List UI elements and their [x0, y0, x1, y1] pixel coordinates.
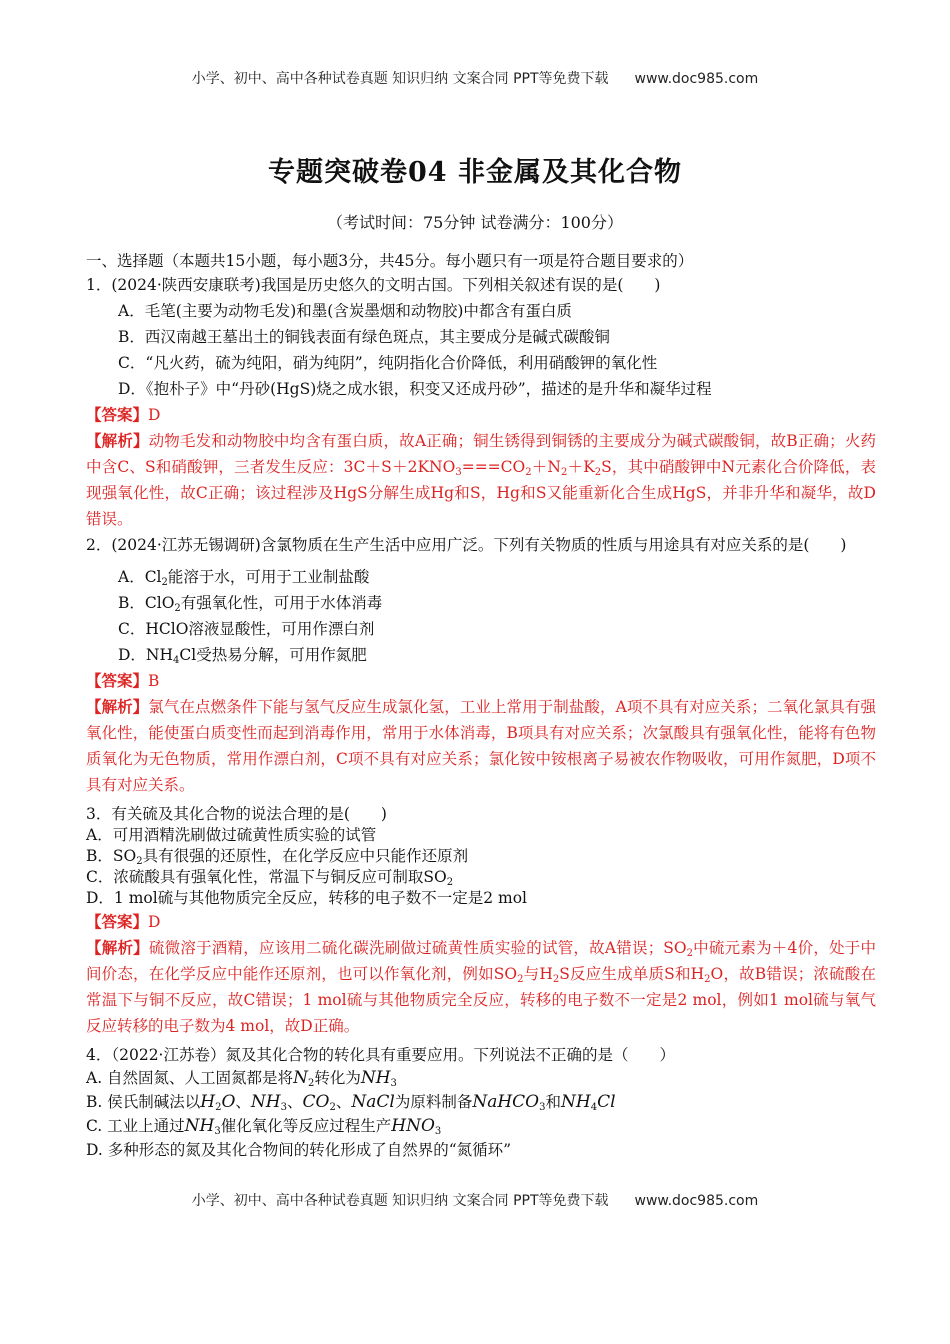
subscript: 3	[434, 1126, 442, 1137]
explanation-text: 动物毛发和动物胶中均含有蛋白质，故A正确；铜生锈得到铜锈的主要成分为碱式碳酸铜，故B正确；火药中含C、S和硝酸钾，三者发生反应：3C＋S＋2KNO	[86, 432, 876, 476]
subscript: 2	[161, 577, 168, 588]
option-text: B．ClO	[118, 594, 175, 612]
explanation-label: 【解析】	[86, 431, 149, 450]
explanation-label: 【解析】	[86, 938, 149, 957]
header-url[interactable]: www.doc985.com	[634, 71, 759, 87]
question-stem: 3．有关硫及其化合物的说法合理的是( )	[86, 805, 387, 823]
option-b	[86, 846, 876, 867]
option-c	[86, 867, 876, 888]
explanation	[86, 428, 876, 532]
subscript: 2	[517, 974, 524, 985]
question-2	[86, 532, 876, 798]
option-text: B．SO	[86, 847, 137, 865]
subscript: 2	[552, 974, 560, 985]
formula: NH	[184, 1116, 215, 1136]
option-text: 具有很强的还原性，在化学反应中只能作还原剂	[142, 847, 469, 865]
formula: NH	[250, 1092, 281, 1112]
subscript: 3	[539, 1102, 546, 1113]
option-d: D. 多种形态的氮及其化合物间的转化形成了自然界的“氮循环”	[86, 1141, 512, 1159]
formula: Cl	[597, 1092, 616, 1112]
footer-text: 小学、初中、高中各种试卷真题 知识归纳 文案合同 PPT等免费下载	[191, 1193, 609, 1209]
answer-value: B	[148, 672, 160, 690]
page-title: 专题突破卷04 非金属及其化合物	[268, 157, 682, 188]
option-text: C．浓硫酸具有强氧化性，常温下与铜反应可制取SO	[86, 868, 447, 886]
explanation	[86, 694, 876, 798]
option-c	[86, 1114, 876, 1138]
formula: N	[293, 1068, 308, 1088]
explanation-text: 中硫元素为＋4价，处于中间价态，在化学反应中能作还原剂，也可以作氧化剂，例如SO	[86, 939, 876, 983]
subscript: 4	[173, 655, 180, 666]
option-d: D．《抱朴子》中“丹砂(HgS)烧之成水银，积变又还成丹砂”，描述的是升华和凝华过程	[118, 380, 712, 398]
option-b	[86, 590, 876, 616]
formula: H	[200, 1092, 216, 1112]
answer-label: 【答案】	[86, 671, 149, 690]
answer-label: 【答案】	[86, 912, 149, 931]
option-b	[86, 1090, 876, 1114]
explanation-text: ＋N	[531, 458, 561, 476]
option-text: Cl受热易分解，可用作氮肥	[179, 646, 367, 664]
option-a	[86, 564, 876, 590]
question-stem: 2．(2024·江苏无锡调研)含氯物质在生产生活中应用广泛。下列有关物质的性质与用途具有对应关系的是( )	[86, 536, 847, 554]
formula: NaHCO	[472, 1092, 540, 1112]
option-text: 转化为	[314, 1069, 361, 1087]
answer	[86, 909, 876, 935]
option-a: A．可用酒精洗刷做过硫黄性质实验的试管	[86, 826, 377, 844]
formula: NH	[561, 1092, 591, 1112]
option-a	[86, 1066, 876, 1090]
question-1	[86, 272, 876, 532]
question-3-answer	[86, 909, 876, 1039]
exam-info: （考试时间：75分钟 试卷满分：100分）	[327, 213, 623, 232]
subscript: 2	[594, 467, 602, 478]
explanation-label: 【解析】	[86, 697, 149, 716]
option-text: 催化氧化等反应过程生产	[220, 1117, 392, 1135]
subscript: 2	[446, 877, 454, 888]
option-text: A. 自然固氮、人工固氮都是将	[86, 1069, 294, 1087]
option-text: 为原料制备	[394, 1093, 473, 1111]
answer	[86, 668, 876, 694]
footer-url[interactable]: www.doc985.com	[634, 1193, 759, 1209]
question-stem: 4．（2022·江苏卷）氮及其化合物的转化具有重要应用。下列说法不正确的是（ ）	[86, 1046, 675, 1064]
option-b: B．西汉南越王墓出土的铜钱表面有绿色斑点，其主要成分是碱式碳酸铜	[118, 328, 610, 346]
subscript: 3	[280, 1102, 287, 1113]
answer-value: D	[148, 913, 161, 931]
section-heading: 一、选择题（本题共15小题，每小题3分，共45分。每小题只有一项是符合题目要求的）	[86, 252, 694, 270]
explanation-text: S，其中硝酸钾中N元素化合价降低，表现强氧化性，故C正确；该过程涉及HgS分解生成Hg和S，Hg和S又能重新化合生成HgS，并非升华和凝华，故D错误。	[86, 458, 877, 528]
question-stem: 1．(2024·陕西安康联考)我国是历史悠久的文明古国。下列相关叙述有误的是( )	[86, 276, 661, 294]
subscript: 2	[136, 856, 143, 867]
explanation-text: O，故B错误；浓硫酸在常温下与铜不反应，故C错误；1 mol硫与其他物质完全反应，转移的电子数不一定是2 mol，例如1 mol硫与氧气反应转移的电子数为4 mol，故D正确。	[86, 965, 876, 1035]
option-text: B. 侯氏制碱法以	[86, 1093, 201, 1111]
answer-label: 【答案】	[86, 405, 149, 424]
option-c: C．HClO溶液显酸性，可用作漂白剂	[118, 620, 375, 638]
formula: NaCl	[351, 1092, 395, 1112]
option-text: C. 工业上通过	[86, 1117, 185, 1135]
subscript: 2	[686, 948, 693, 959]
option-c: C．“凡火药，硫为纯阳，硝为纯阴”，纯阴指化合价降低，利用硝酸钾的氧化性	[118, 354, 658, 372]
option-a: A．毛笔(主要为动物毛发)和墨(含炭墨烟和动物胶)中都含有蛋白质	[118, 302, 572, 320]
answer	[86, 402, 876, 428]
subscript: 3	[455, 467, 462, 478]
explanation-text: 与H	[523, 965, 553, 983]
subscript: 2	[561, 467, 568, 478]
subscript: 2	[704, 974, 711, 985]
question-3	[86, 804, 876, 909]
question-4	[86, 1045, 876, 1162]
explanation-text: ＋K	[567, 458, 595, 476]
option-text: 能溶于水，可用于工业制盐酸	[167, 568, 370, 586]
explanation-text: ===CO	[461, 458, 526, 476]
subscript: 3	[214, 1126, 221, 1137]
formula: CO	[302, 1092, 330, 1112]
explanation	[86, 935, 876, 1039]
separator: 、	[335, 1093, 352, 1111]
option-d: D．1 mol硫与其他物质完全反应，转移的电子数不一定是2 mol	[86, 889, 527, 907]
page-footer	[0, 1190, 950, 1210]
answer-value: D	[148, 406, 161, 424]
option-d	[86, 642, 876, 668]
subscript: 2	[307, 1078, 315, 1089]
separator: 、	[235, 1093, 251, 1111]
subscript: 3	[390, 1078, 397, 1089]
explanation-text: 氯气在点燃条件下能与氢气反应生成氯化氢，工业上常用于制盐酸，A项不具有对应关系；二氧化氯具有强氧化性，能使蛋白质变性而起到消毒作用，常用于水体消毒，B项具有对应关系；次氯酸具有强氧化性，能将有色物质氧化为无色物质，常用作漂白剂，C项不具有对应关系；氯化铵中铵根离子易被农作物吸收，可用作氮肥，D项不具有对应关系。	[86, 698, 876, 794]
option-text: 有强氧化性，可用于水体消毒	[180, 594, 383, 612]
subscript: 4	[590, 1102, 598, 1113]
explanation-text: S反应生成单质S和H	[559, 965, 705, 983]
page-header	[0, 68, 950, 88]
option-text: A．Cl	[118, 568, 162, 586]
option-text: D．NH	[118, 646, 174, 664]
header-text: 小学、初中、高中各种试卷真题 知识归纳 文案合同 PPT等免费下载	[191, 71, 609, 87]
subscript: 2	[329, 1102, 336, 1113]
separator: 、	[286, 1093, 303, 1111]
formula: O	[221, 1092, 236, 1112]
option-text: 和	[545, 1093, 561, 1111]
formula: NH	[360, 1068, 391, 1088]
explanation-text: 硫微溶于酒精，应该用二硫化碳洗刷做过硫黄性质实验的试管，故A错误；SO	[148, 939, 687, 957]
subscript: 2	[174, 603, 181, 614]
formula: HNO	[391, 1116, 435, 1136]
question-content	[86, 250, 876, 1162]
subscript: 2	[525, 467, 532, 478]
subscript: 2	[215, 1102, 222, 1113]
